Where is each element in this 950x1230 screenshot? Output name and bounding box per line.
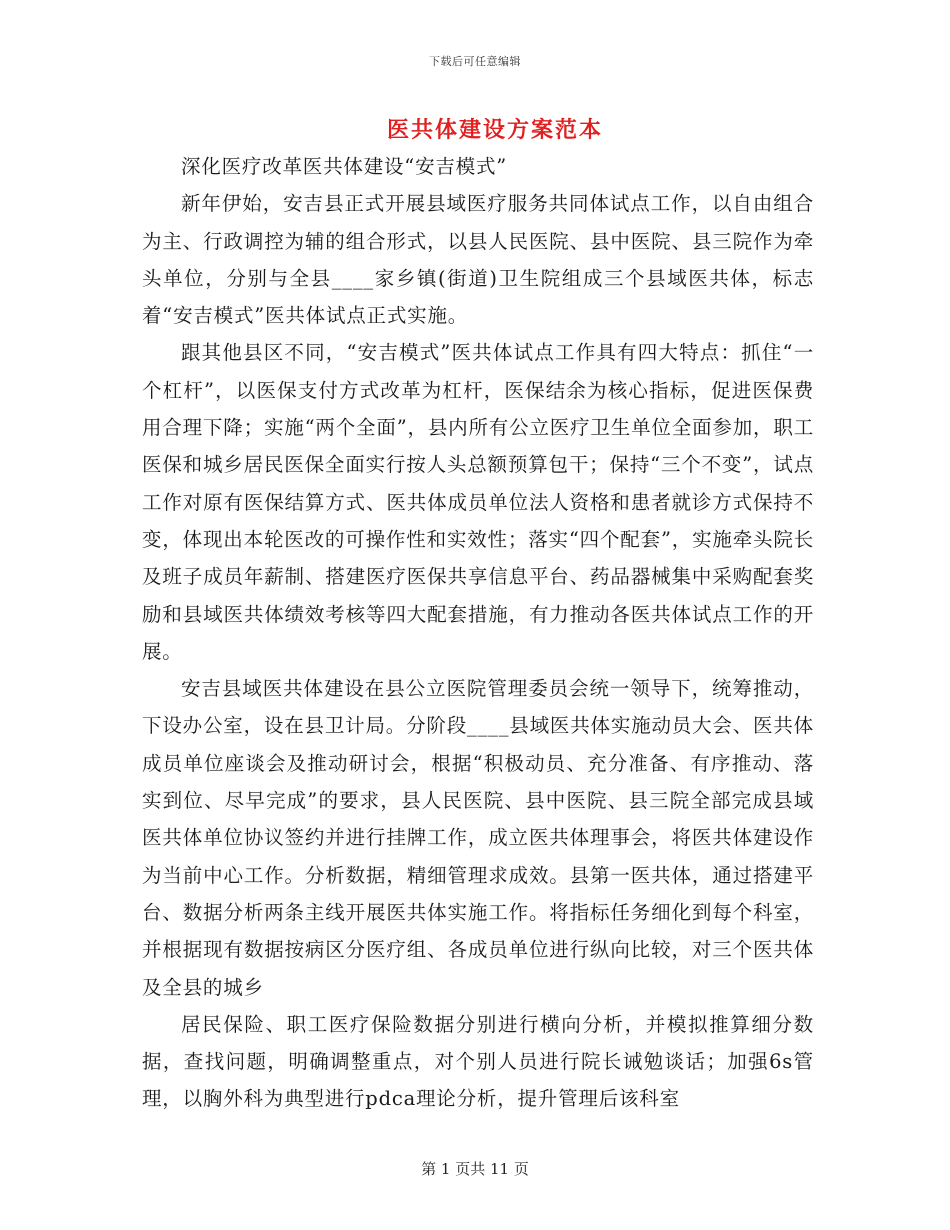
paragraph: 新年伊始，安吉县正式开展县域医疗服务共同体试点工作，以自由组合为主、行政调控为辅的组合形式，以县人民医院、县中医院、县三院作为牵头单位，分别与全县____家乡镇(街道)卫生院组成三个县域医共体，标志着“安吉模式”医共体试点正式实施。 <box>142 192 814 328</box>
document-title: 医共体建设方案范本 <box>386 117 603 143</box>
paragraph: 安吉县域医共体建设在县公立医院管理委员会统一领导下，统筹推动，下设办公室，设在县卫计局。分阶段____县域医共体实施动员大会、医共体成员单位座谈会及推动研讨会，根据“积极动员、充分准备、有序推动、落实到位、尽早完成”的要求，县人民医院、县中医院、县三院全部完成县域医共体单位协议签约并进行挂牌工作，成立医共体理事会，将医共体建设作为当前中心工作。分析数据，精细管理求成效。县第一医共体，通过搭建平台、数据分析两条主线开展医共体实施工作。将指标任务细化到每个科室，并根据现有数据按病区分医疗组、各成员单位进行纵向比较，对三个医共体及全县的城乡 <box>142 677 814 999</box>
paragraph: 跟其他县区不同，“安吉模式”医共体试点工作具有四大特点：抓住“一个杠杆”，以医保支付方式改革为杠杆，医保结余为核心指标，促进医保费用合理下降；实施“两个全面”，县内所有公立医疗卫生单位全面参加，职工医保和城乡居民医保全面实行按人头总额预算包干；保持“三个不变”，试点工作对原有医保结算方式、医共体成员单位法人资格和患者就诊方式保持不变，体现出本轮医改的可操作性和实效性；落实“四个配套”，实施牵头院长及班子成员年薪制、搭建医疗医保共享信息平台、药品器械集中采购配套奖励和县域医共体绩效考核等四大配套措施，有力推动各医共体试点工作的开展。 <box>142 341 814 663</box>
page-number-footer: 第 1 页共 11 页 <box>421 1160 529 1178</box>
paragraph-subtitle: 深化医疗改革医共体建设“安吉模式” <box>181 155 508 178</box>
page-header-note: 下载后可任意编辑 <box>429 55 521 68</box>
document-body <box>142 148 814 1118</box>
paragraph: 居民保险、职工医疗保险数据分别进行横向分析，并模拟推算细分数据，查找问题，明确调整重点，对个别人员进行院长诫勉谈话；加强6s管理，以胸外科为典型进行pdca理论分析，提升管理后该科室 <box>142 1012 814 1111</box>
